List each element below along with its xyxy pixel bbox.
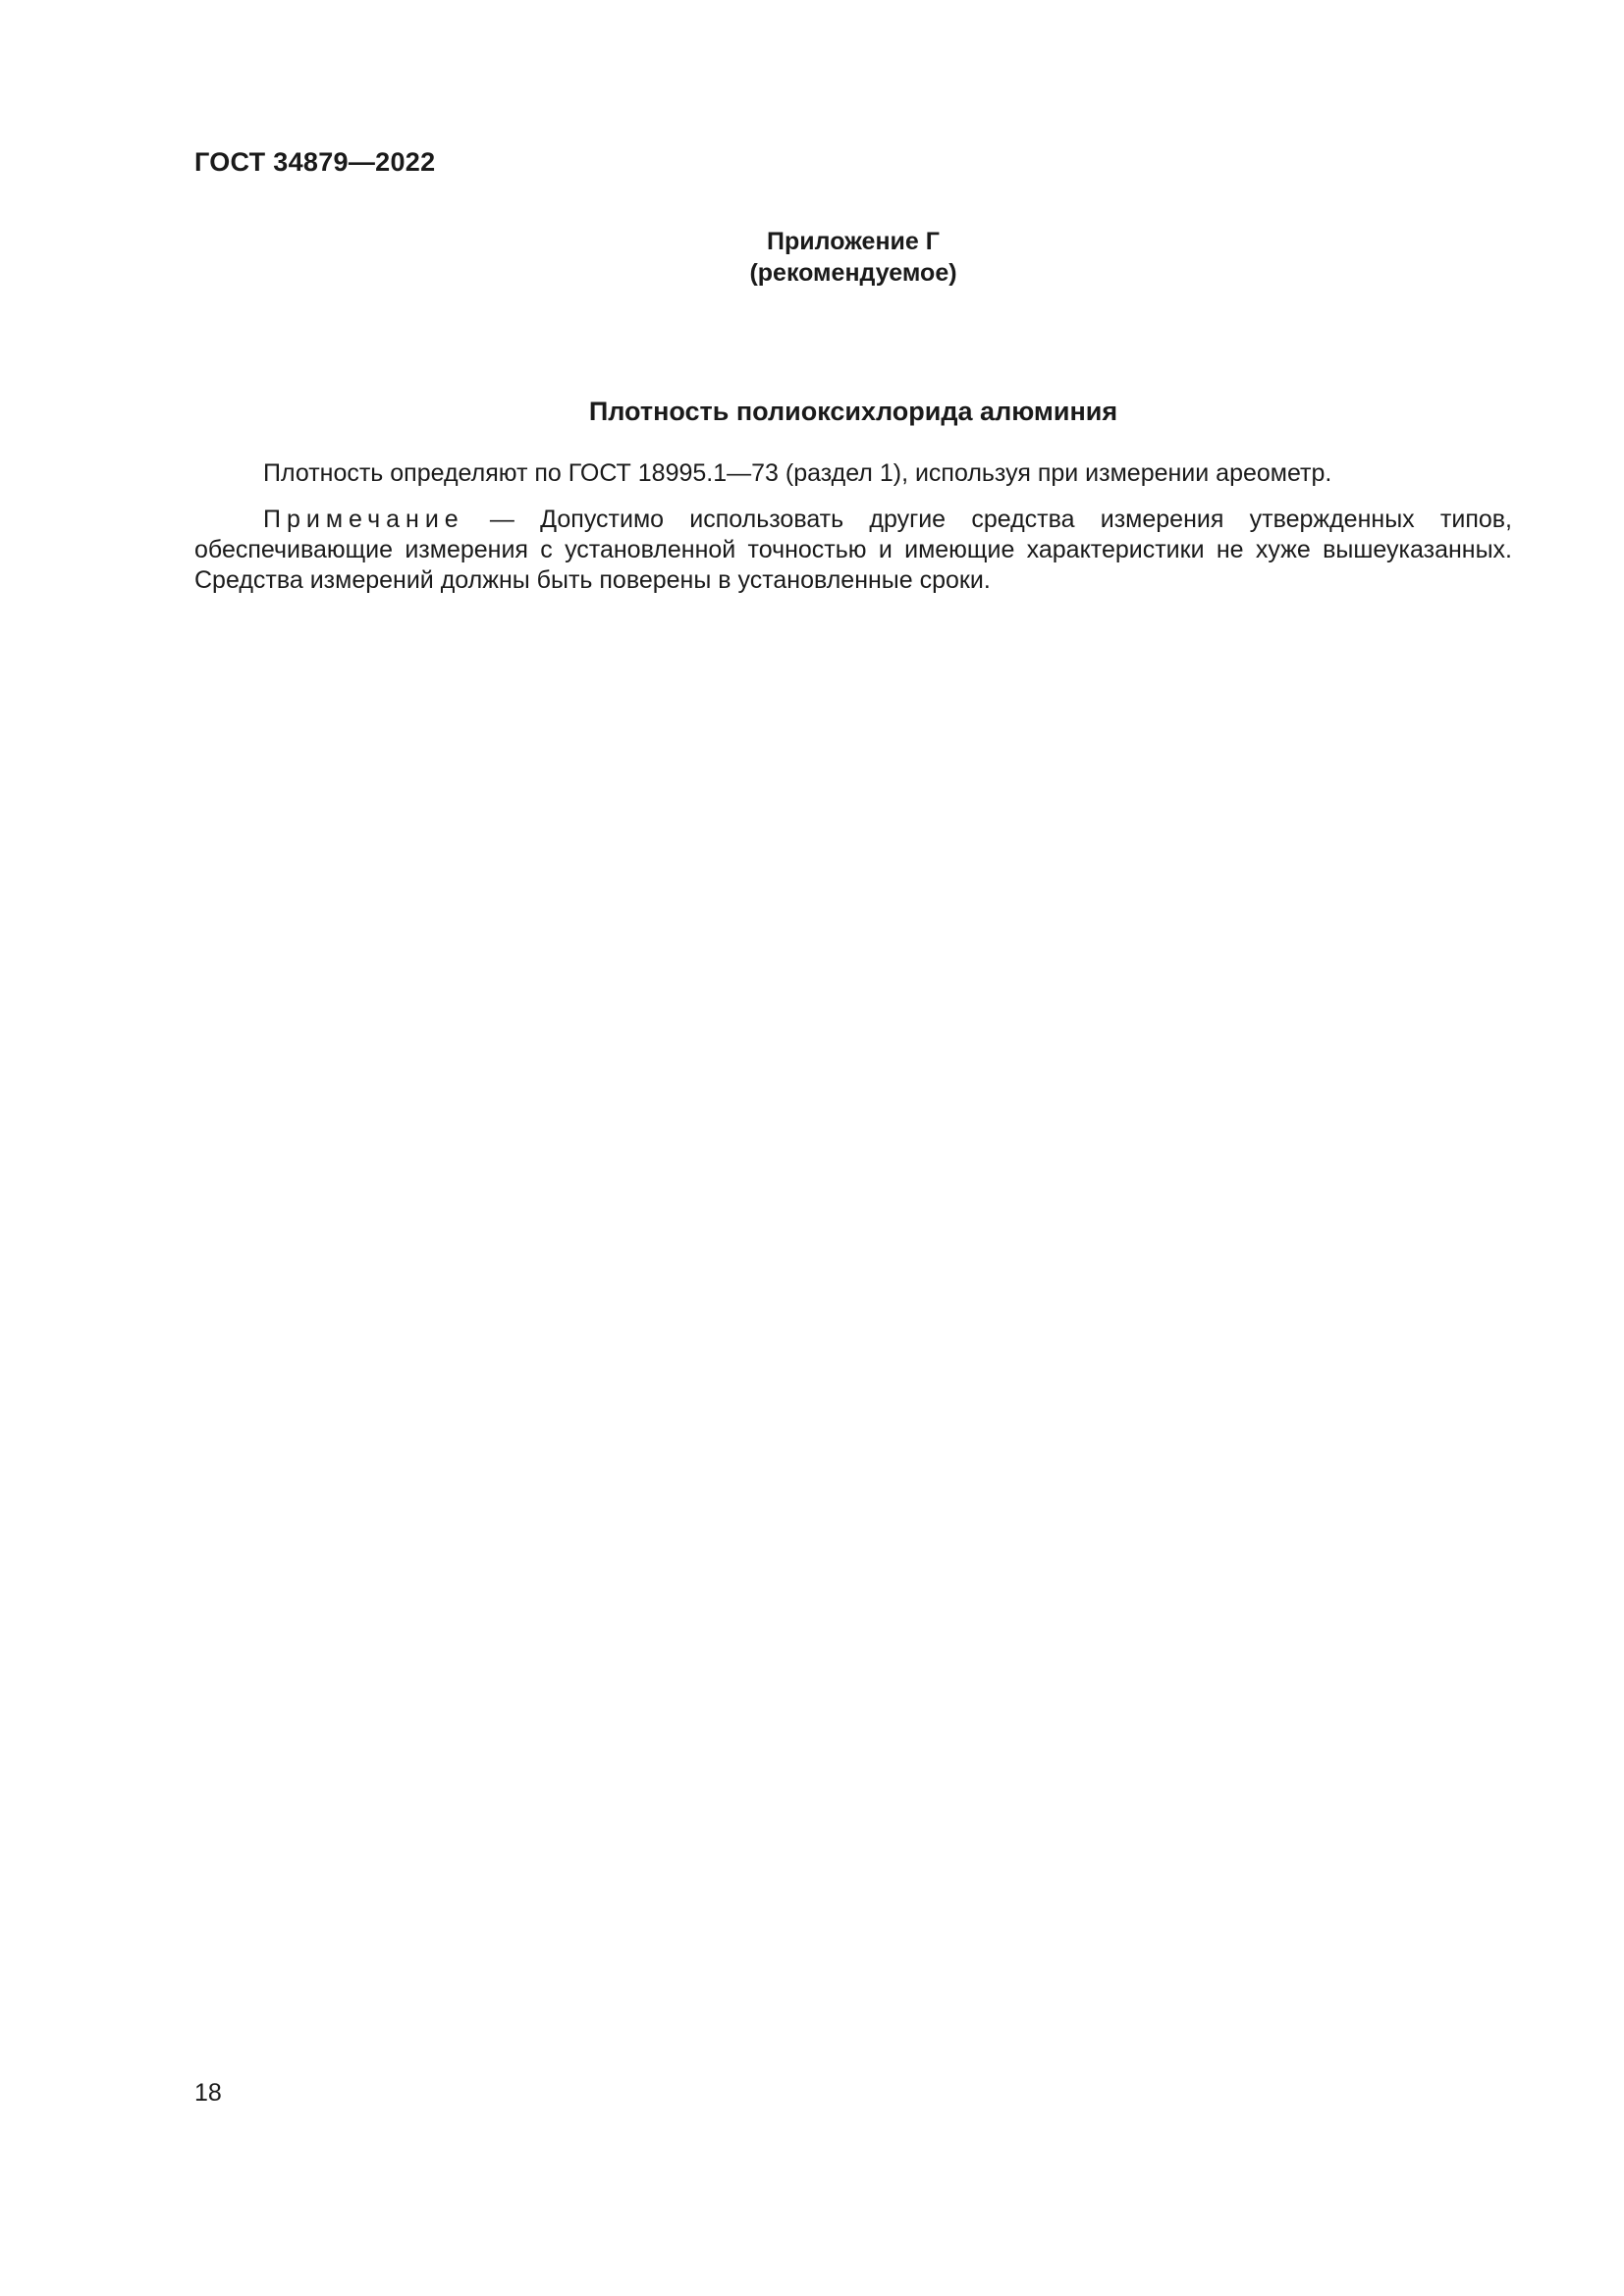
body-text (194, 458, 1512, 612)
appendix-heading (194, 226, 1512, 289)
note-label: Примечание (263, 506, 464, 533)
document-code: ГОСТ 34879—2022 (194, 147, 436, 177)
note-text: — Допустимо использовать другие средства измерения утвержденных типов, обеспечивающие измерения с установленной точностью и имеющие характеристики не хуже вышеуказанных. Средства измерений должны быть поверены в установленные сроки. (194, 506, 1512, 594)
note-paragraph (194, 505, 1512, 596)
appendix-status: (рекомендуемое) (749, 259, 957, 287)
paragraph-density-method: Плотность определяют по ГОСТ 18995.1—73 (раздел 1), используя при измерении ареометр. (263, 459, 1332, 487)
page-number: 18 (194, 2079, 222, 2107)
appendix-title: Приложение Г (767, 228, 940, 255)
section-title: Плотность полиоксихлорида алюминия (588, 397, 1118, 426)
